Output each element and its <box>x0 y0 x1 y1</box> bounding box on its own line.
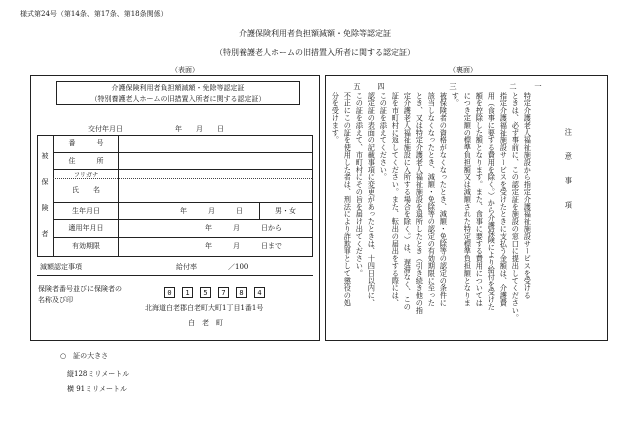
number-label: 番 号 <box>68 139 104 147</box>
benefit-rate-label: 給付率 <box>176 263 197 271</box>
insurer-number-digit: 8 <box>236 287 247 298</box>
card-title-line2: （特別養護老人ホームの旧措置入所者に関する認定証） <box>90 95 266 103</box>
note-line: とき、又は特定介護老人福祉施設を退所したとき（引き続き他の指 <box>415 92 425 314</box>
note-line: 定介護老人福祉施設に入所する場合を除く。）は、遅滞なく、この <box>403 92 413 311</box>
size-width: 横 91ミリメートル <box>67 385 127 393</box>
back-heading: （裏面） <box>449 66 477 74</box>
insurer-label: 保険者番号並びに保険者の名称及び印 <box>38 285 122 304</box>
note-line: 用（食事に要する費用を除く。）から介護保険により給付を受けた <box>487 92 497 311</box>
document-subtitle: （特別養護老人ホームの旧措置入所者に関する認定証） <box>215 48 415 57</box>
insurer-name: 白 老 町 <box>188 319 223 327</box>
document-title: 介護保険利用者負担額減額・免除等認定証 <box>239 29 391 38</box>
note-line: 額を控除した額となります。また、食事に要する費用については <box>475 92 485 307</box>
note-mark: 三 <box>449 82 457 91</box>
sex-value: 男・女 <box>275 207 296 215</box>
size-height: 縦128ミリメートル <box>67 370 130 378</box>
note-line: ときは、必ず事前に、この認定証を施設の窓口に提出してください。 <box>511 92 521 322</box>
address-label: 住 所 <box>68 157 104 165</box>
apply-value: 年 月 日から <box>205 224 282 232</box>
insured-group-label: 被保険者 <box>41 152 49 238</box>
notes-heading: 注 意 事 項 <box>564 128 574 214</box>
note-line: この証を添えて、市町村にその旨を届け出てください。 <box>355 92 365 277</box>
note-line: す。 <box>451 92 461 107</box>
issue-date-label: 交付年月日 <box>88 125 123 133</box>
expire-value: 年 月 日まで <box>205 242 282 250</box>
benefit-rate-value: ／100 <box>228 263 249 271</box>
note-line: この証を添えてください。 <box>379 92 389 181</box>
insurer-number-digit: 4 <box>254 287 265 298</box>
note-mark: 一 <box>534 82 542 91</box>
reduction-label: 減額認定事項 <box>40 263 82 271</box>
name-label: 氏 名 <box>72 186 100 194</box>
note-line: 特定介護老人福祉施設から指定介護福祉施設サービスを受ける <box>523 92 533 300</box>
insurer-address: 北海道白老郡白老町大町1丁目1番1号 <box>145 304 264 312</box>
birth-label: 生年月日 <box>72 207 100 215</box>
note-line: 証を市町村に返してください。また、転出の届出をする際には、 <box>391 92 401 307</box>
note-line: 認定証の表面の記載事項に変更があったときは、十四日以内に、 <box>367 92 377 307</box>
note-line: 該当しなくなったとき、減額・免除等の認定の有効期限に至った <box>427 92 437 307</box>
furigana-label: フリガナ <box>73 172 99 179</box>
expire-label: 有効期限 <box>72 242 100 250</box>
note-line: 指定介護福祉施設サービスを受けたときに支払う金額は、介護費 <box>499 92 509 307</box>
note-line: 被保険者の資格がなくなったとき、減額・免除等の認定の条件に <box>439 92 449 307</box>
note-line: 不正にこの証を使用した者は、刑法により詐欺罪として懲役の処 <box>343 92 353 307</box>
apply-label: 適用年月日 <box>68 224 104 232</box>
note-line: 分を受けます。 <box>331 92 341 144</box>
size-heading: ○ 証の大きさ <box>60 352 109 360</box>
issue-date-value: 年 月 日 <box>175 125 224 133</box>
note-mark: 四 <box>377 82 385 91</box>
card-title-line1: 介護保険利用者負担額減額・免除等認定証 <box>111 84 245 92</box>
note-mark: 二 <box>509 82 517 91</box>
insurer-number-digit: 5 <box>200 287 211 298</box>
form-number: 様式第24号（第14条、第17条、第18条関係） <box>20 10 168 18</box>
insurer-number-digit: 0 <box>164 287 175 298</box>
birth-value: 年 月 日 <box>180 207 243 215</box>
front-heading: （表面） <box>171 66 199 74</box>
insurer-number-digit: 1 <box>182 287 193 298</box>
note-line: につき定額の標準負担額又は減額された特定標準負担額となりま <box>463 92 473 307</box>
note-mark: 五 <box>353 82 361 91</box>
insurer-number-digit: 7 <box>218 287 229 298</box>
